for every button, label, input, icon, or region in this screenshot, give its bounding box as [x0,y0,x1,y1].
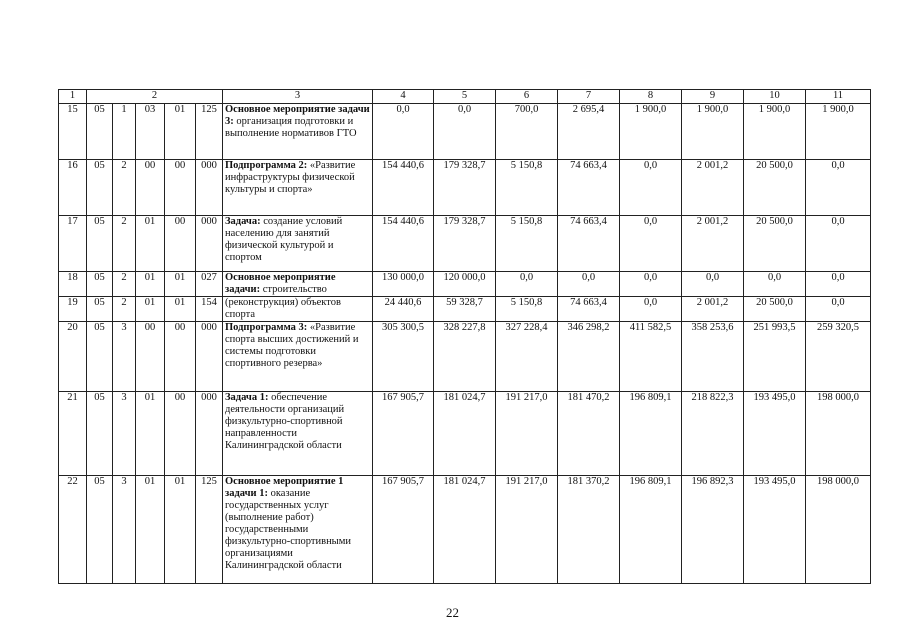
value-cell: 74 663,4 [558,216,620,272]
value-cell: 74 663,4 [558,160,620,216]
value-cell: 0,0 [373,104,434,160]
value-cell: 198 000,0 [806,476,871,584]
value-cell: 358 253,6 [682,322,744,392]
table-row [59,297,871,322]
description-bold-text: Задача: [225,216,261,227]
value-cell: 0,0 [682,272,744,297]
description-cell [223,297,373,322]
value-cell: 0,0 [434,104,496,160]
value-cell: 179 328,7 [434,160,496,216]
value-cell: 2 695,4 [558,104,620,160]
value-cell: 1 900,0 [682,104,744,160]
description-cell [223,104,373,160]
value-cell: 0,0 [496,272,558,297]
code-cell: 2 [113,160,136,216]
header-cell: 2 [87,90,223,104]
description-text: создание условий населению для занятий физической культурой и спортом [225,216,343,263]
value-cell: 2 001,2 [682,297,744,322]
value-cell: 20 500,0 [744,297,806,322]
page-number: 22 [446,605,459,620]
code-cell: 3 [113,392,136,476]
code-cell: 125 [196,104,223,160]
code-cell: 000 [196,322,223,392]
code-cell: 05 [87,476,113,584]
description-bold-text: Подпрограмма 3: [225,322,308,333]
row-number-cell: 15 [59,104,87,160]
code-cell: 05 [87,322,113,392]
description-text: организация подготовки и выполнение нормативов ГТО [225,116,357,139]
description-cell [223,160,373,216]
row-number-cell: 19 [59,297,87,322]
value-cell: 193 495,0 [744,392,806,476]
code-cell: 000 [196,392,223,476]
header-cell: 8 [620,90,682,104]
value-cell: 20 500,0 [744,160,806,216]
code-cell: 00 [136,160,165,216]
value-cell: 1 900,0 [744,104,806,160]
value-cell: 5 150,8 [496,160,558,216]
code-cell: 05 [87,104,113,160]
code-cell: 03 [136,104,165,160]
value-cell: 346 298,2 [558,322,620,392]
value-cell: 1 900,0 [620,104,682,160]
value-cell: 327 228,4 [496,322,558,392]
description-cell [223,272,373,297]
value-cell: 2 001,2 [682,216,744,272]
value-cell: 0,0 [620,160,682,216]
table-row [59,216,871,272]
value-cell: 196 892,3 [682,476,744,584]
header-cell: 6 [496,90,558,104]
budget-table [58,89,871,584]
value-cell: 196 809,1 [620,392,682,476]
code-cell: 01 [136,297,165,322]
description-cell [223,216,373,272]
code-cell: 01 [165,104,196,160]
table-body [59,104,871,584]
value-cell: 251 993,5 [744,322,806,392]
value-cell: 0,0 [806,272,871,297]
value-cell: 0,0 [806,216,871,272]
code-cell: 3 [113,476,136,584]
value-cell: 328 227,8 [434,322,496,392]
header-cell: 10 [744,90,806,104]
code-cell: 05 [87,272,113,297]
code-cell: 00 [165,160,196,216]
value-cell: 154 440,6 [373,160,434,216]
row-number-cell: 18 [59,272,87,297]
code-cell: 01 [165,476,196,584]
header-cell: 3 [223,90,373,104]
value-cell: 5 150,8 [496,297,558,322]
code-cell: 00 [165,216,196,272]
code-cell: 125 [196,476,223,584]
code-cell: 00 [165,392,196,476]
code-cell: 01 [136,392,165,476]
value-cell: 0,0 [558,272,620,297]
value-cell: 1 900,0 [806,104,871,160]
table-row [59,322,871,392]
description-bold-text: Подпрограмма 2: [225,160,308,171]
description-text: (реконструкция) объектов спорта [225,297,341,320]
description-cell [223,392,373,476]
code-cell: 01 [165,272,196,297]
code-cell: 3 [113,322,136,392]
value-cell: 218 822,3 [682,392,744,476]
value-cell: 0,0 [806,297,871,322]
code-cell: 00 [136,322,165,392]
table-row [59,272,871,297]
value-cell: 193 495,0 [744,476,806,584]
value-cell: 24 440,6 [373,297,434,322]
table-row [59,160,871,216]
header-cell: 7 [558,90,620,104]
value-cell: 0,0 [620,297,682,322]
value-cell: 179 328,7 [434,216,496,272]
table-row [59,476,871,584]
description-cell [223,322,373,392]
value-cell: 74 663,4 [558,297,620,322]
value-cell: 20 500,0 [744,216,806,272]
code-cell: 05 [87,297,113,322]
value-cell: 196 809,1 [620,476,682,584]
description-bold-text: Задача 1: [225,392,269,403]
code-cell: 027 [196,272,223,297]
code-cell: 154 [196,297,223,322]
header-cell: 5 [434,90,496,104]
description-text: строительство [260,284,327,295]
description-text: обеспечение деятельности организаций физкультурно-спортивной направленности Калининградской области [225,392,345,451]
code-cell: 00 [165,322,196,392]
row-number-cell: 20 [59,322,87,392]
value-cell: 181 024,7 [434,476,496,584]
value-cell: 130 000,0 [373,272,434,297]
value-cell: 120 000,0 [434,272,496,297]
value-cell: 198 000,0 [806,392,871,476]
value-cell: 59 328,7 [434,297,496,322]
row-number-cell: 16 [59,160,87,216]
value-cell: 305 300,5 [373,322,434,392]
value-cell: 0,0 [744,272,806,297]
header-cell: 1 [59,90,87,104]
value-cell: 167 905,7 [373,392,434,476]
code-cell: 05 [87,216,113,272]
value-cell: 0,0 [620,216,682,272]
value-cell: 167 905,7 [373,476,434,584]
code-cell: 01 [136,272,165,297]
description-text: «Развитие инфраструктуры физической культуры и спорта» [225,160,356,195]
code-cell: 2 [113,272,136,297]
value-cell: 411 582,5 [620,322,682,392]
code-cell: 05 [87,392,113,476]
value-cell: 5 150,8 [496,216,558,272]
row-number-cell: 17 [59,216,87,272]
description-bold-text: Основное мероприятие задачи 3: [225,104,370,127]
code-cell: 000 [196,216,223,272]
table-row [59,104,871,160]
header-cell: 11 [806,90,871,104]
description-bold-text: Основное мероприятие задачи: [225,272,336,295]
value-cell: 191 217,0 [496,476,558,584]
value-cell: 181 024,7 [434,392,496,476]
code-cell: 2 [113,216,136,272]
code-cell: 1 [113,104,136,160]
code-cell: 05 [87,160,113,216]
code-cell: 2 [113,297,136,322]
header-row [59,90,871,104]
code-cell: 000 [196,160,223,216]
description-cell [223,476,373,584]
value-cell: 0,0 [620,272,682,297]
header-cell: 4 [373,90,434,104]
value-cell: 181 370,2 [558,476,620,584]
code-cell: 01 [136,476,165,584]
row-number-cell: 21 [59,392,87,476]
code-cell: 01 [136,216,165,272]
description-bold-text: Основное мероприятие 1 задачи 1: [225,476,344,499]
value-cell: 0,0 [806,160,871,216]
code-cell: 01 [165,297,196,322]
value-cell: 2 001,2 [682,160,744,216]
row-number-cell: 22 [59,476,87,584]
value-cell: 191 217,0 [496,392,558,476]
description-text: оказание государственных услуг (выполнение работ) государственными физкультурно-спортивными организациями Калининградской области [225,488,351,571]
value-cell: 181 470,2 [558,392,620,476]
value-cell: 700,0 [496,104,558,160]
value-cell: 259 320,5 [806,322,871,392]
header-cell: 9 [682,90,744,104]
value-cell: 154 440,6 [373,216,434,272]
table-row [59,392,871,476]
description-text: «Развитие спорта высших достижений и системы подготовки спортивного резерва» [225,322,359,369]
